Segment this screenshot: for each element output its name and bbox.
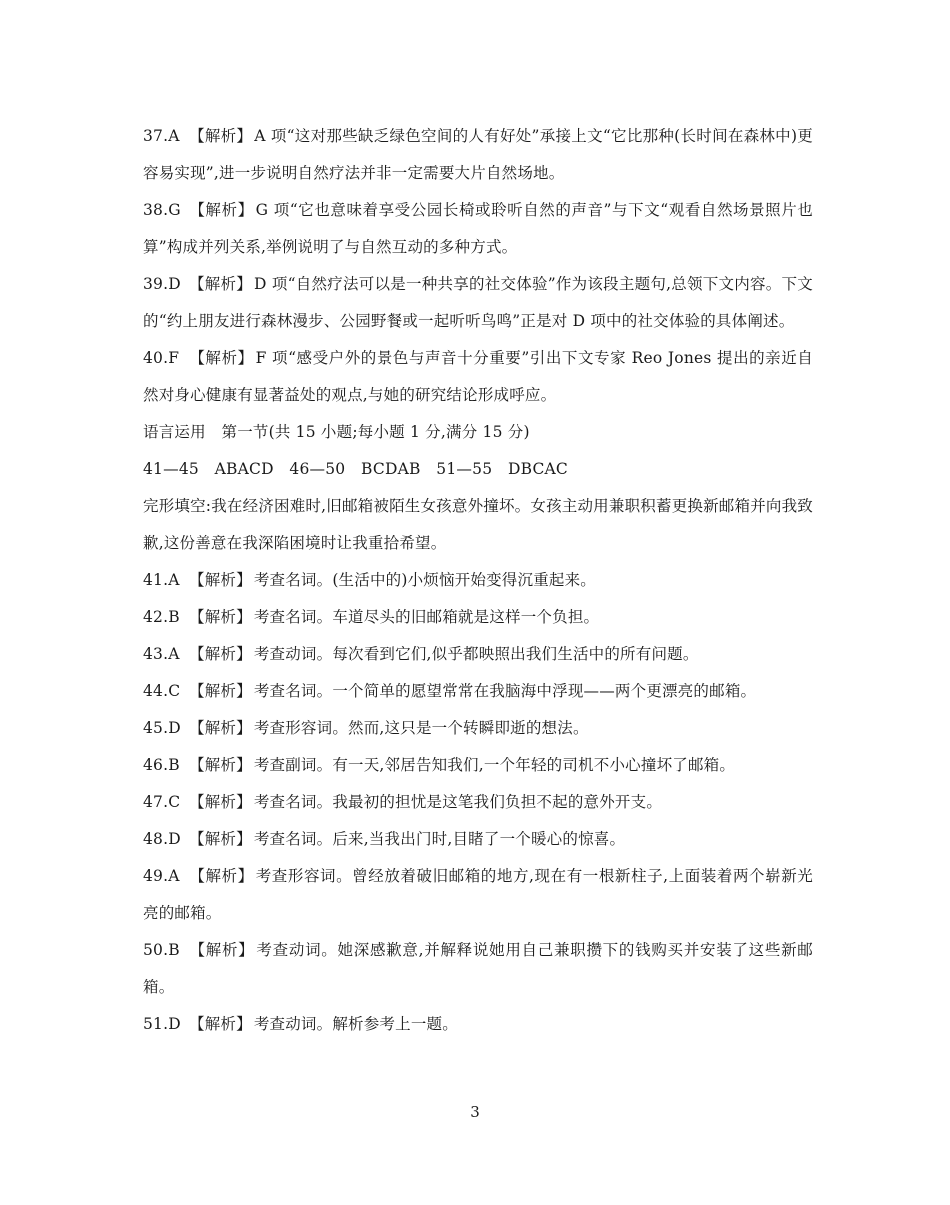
analysis-tag: 【解析】: [189, 571, 252, 589]
analysis-tag: 【解析】: [189, 275, 253, 293]
answer-key: 41—45 ABACD 46—50 BCDAB 51—55 DBCAC: [143, 460, 568, 478]
analysis-tag: 【解析】: [189, 830, 252, 848]
item-number: 44.C: [143, 682, 181, 700]
answer-item-41: [143, 562, 813, 599]
item-text: 考查名词。一个简单的愿望常常在我脑海中浮现——两个更漂亮的邮箱。: [253, 682, 757, 700]
item-text: 考查副词。有一天,邻居告知我们,一个年轻的司机不小心撞坏了邮箱。: [253, 756, 736, 774]
item-number: 47.C: [143, 793, 181, 811]
item-text: 考查名词。后来,当我出门时,目睹了一个暖心的惊喜。: [253, 830, 626, 848]
answer-item-45: [143, 710, 813, 747]
analysis-tag: 【解析】: [189, 349, 254, 367]
item-text: 考查动词。她深感歉意,并解释说她用自己兼职攒下的钱购买并安装了这些新邮箱。: [143, 941, 813, 996]
item-number: 38.G: [143, 201, 181, 219]
analysis-tag: 【解析】: [189, 941, 255, 959]
item-text: 考查名词。(生活中的)小烦恼开始变得沉重起来。: [253, 571, 597, 589]
analysis-tag: 【解析】: [189, 608, 252, 626]
analysis-tag: 【解析】: [189, 645, 252, 663]
analysis-tag: 【解析】: [189, 1015, 252, 1033]
analysis-tag: 【解析】: [189, 867, 254, 885]
item-number: 40.F: [143, 349, 180, 367]
answer-item-44: [143, 673, 813, 710]
item-text: F 项“感受户外的景色与声音十分重要”引出下文专家 Reo Jones 提出的亲近自然对身心健康有显著益处的观点,与她的研究结论形成呼应。: [143, 349, 813, 404]
analysis-tag: 【解析】: [189, 756, 252, 774]
answer-item-50: [143, 932, 813, 1006]
answer-item-51: [143, 1006, 813, 1043]
item-number: 49.A: [143, 867, 180, 885]
item-number: 41.A: [143, 571, 180, 589]
analysis-tag: 【解析】: [189, 793, 252, 811]
analysis-tag: 【解析】: [189, 719, 252, 737]
page-content: [143, 118, 813, 1043]
answer-item-46: [143, 747, 813, 784]
item-number: 48.D: [143, 830, 181, 848]
answer-item-40: [143, 340, 813, 414]
analysis-tag: 【解析】: [189, 201, 254, 219]
item-number: 51.D: [143, 1015, 181, 1033]
item-text: 考查名词。车道尽头的旧邮箱就是这样一个负担。: [253, 608, 600, 626]
answer-item-38: [143, 192, 813, 266]
section-heading: 语言运用 第一节(共 15 小题;每小题 1 分,满分 15 分): [143, 423, 530, 441]
analysis-tag: 【解析】: [189, 682, 252, 700]
answer-item-48: [143, 821, 813, 858]
item-number: 43.A: [143, 645, 180, 663]
item-number: 42.B: [143, 608, 180, 626]
item-text: D 项“自然疗法可以是一种共享的社交体验”作为该段主题句,总领下文内容。下文的“约上朋友进行森林漫步、公园野餐或一起听听鸟鸣”正是对 D 项中的社交体验的具体阐述。: [143, 275, 813, 330]
answer-item-49: [143, 858, 813, 932]
answer-item-42: [143, 599, 813, 636]
cloze-summary: 完形填空:我在经济困难时,旧邮箱被陌生女孩意外撞坏。女孩主动用兼职积蓄更换新邮箱并向我致歉,这份善意在我深陷困境时让我重拾希望。: [143, 497, 813, 552]
analysis-tag: 【解析】: [189, 127, 253, 145]
answer-item-43: [143, 636, 813, 673]
item-number: 37.A: [143, 127, 180, 145]
answer-item-39: [143, 266, 813, 340]
item-number: 46.B: [143, 756, 180, 774]
item-number: 45.D: [143, 719, 181, 737]
item-text: 考查形容词。曾经放着破旧邮箱的地方,现在有一根新柱子,上面装着两个崭新光亮的邮箱。: [143, 867, 813, 922]
item-number: 39.D: [143, 275, 181, 293]
answer-item-37: [143, 118, 813, 192]
page-number: 3: [470, 1103, 480, 1121]
item-number: 50.B: [143, 941, 180, 959]
item-text: G 项“它也意味着享受公园长椅或聆听自然的声音”与下文“观看自然场景照片也算”构成并列关系,举例说明了与自然互动的多种方式。: [143, 201, 813, 256]
item-text: A 项“这对那些缺乏绿色空间的人有好处”承接上文“它比那种(长时间在森林中)更容易实现”,进一步说明自然疗法并非一定需要大片自然场地。: [143, 127, 813, 182]
item-text: 考查动词。每次看到它们,似乎都映照出我们生活中的所有问题。: [253, 645, 699, 663]
item-text: 考查形容词。然而,这只是一个转瞬即逝的想法。: [253, 719, 589, 737]
answer-item-47: [143, 784, 813, 821]
item-text: 考查名词。我最初的担忧是这笔我们负担不起的意外开支。: [253, 793, 663, 811]
item-text: 考查动词。解析参考上一题。: [253, 1015, 458, 1033]
